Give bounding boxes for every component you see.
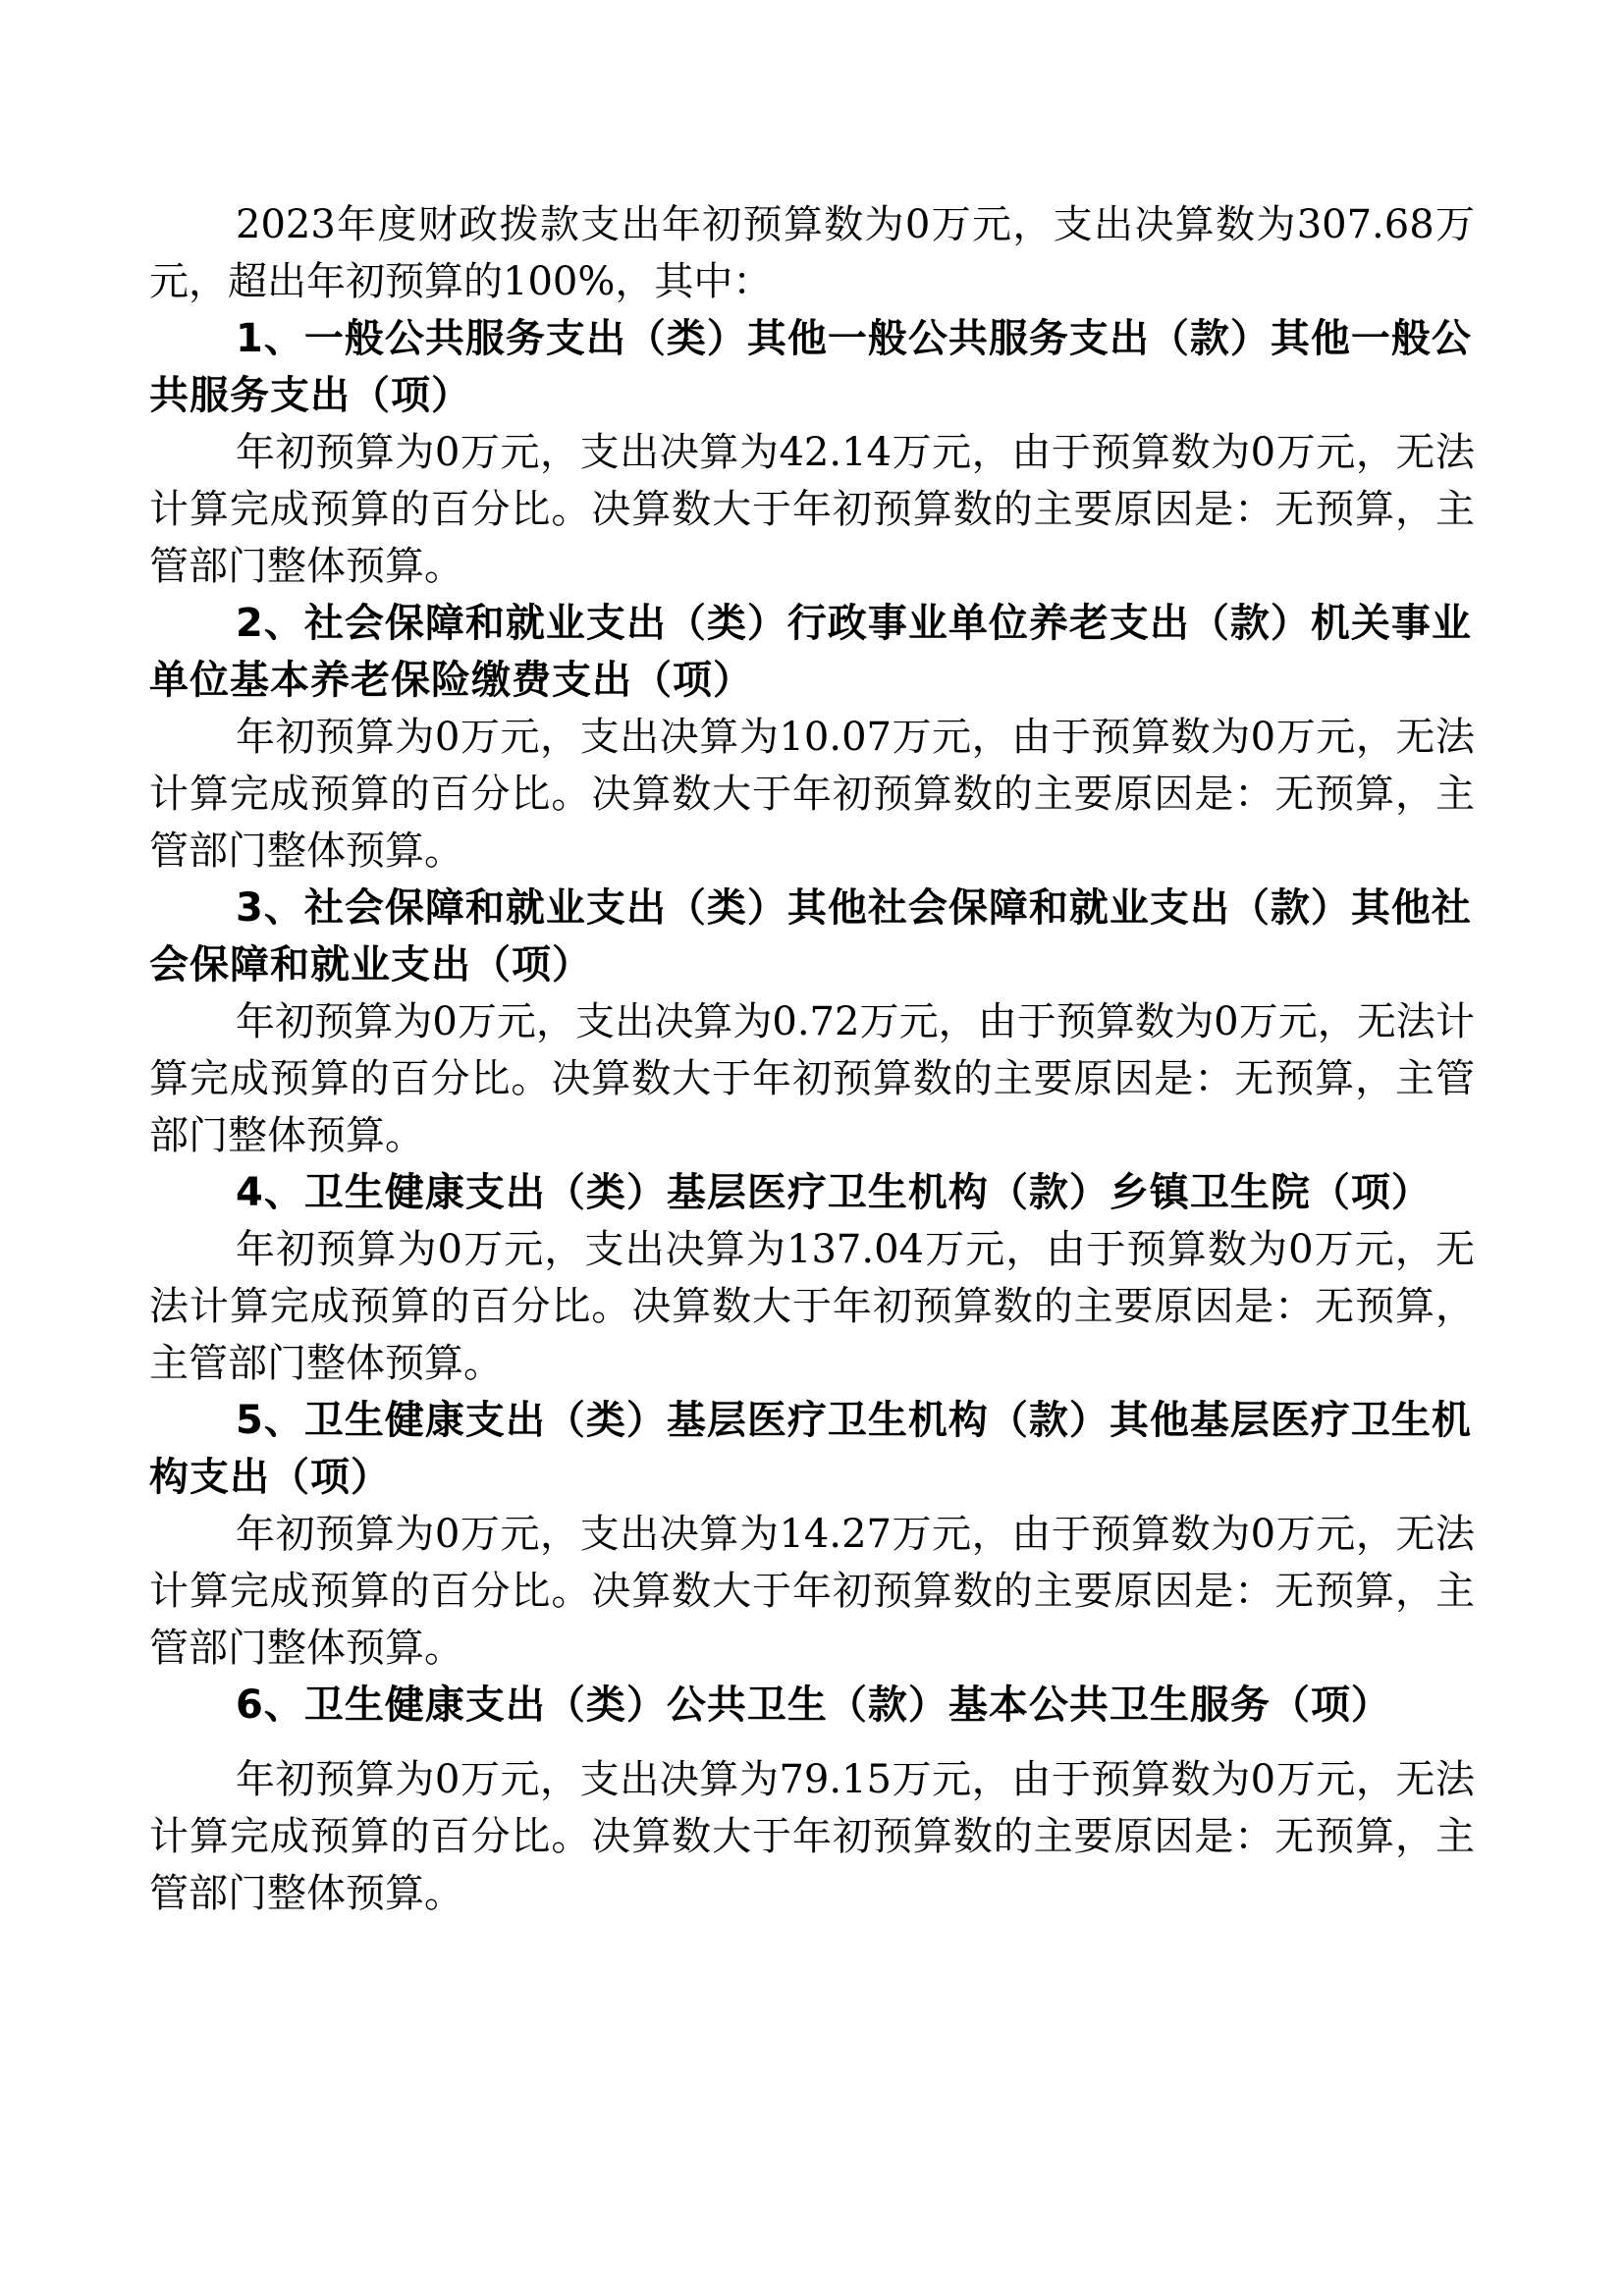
item-2-body: 年初预算为0万元，支出决算为10.07万元，由于预算数为0万元，无法计算完成预算的百分比。决算数大于年初预算数的主要原因是：无预算，主管部门整体预算。 xyxy=(149,715,1475,874)
item-6-body: 年初预算为0万元，支出决算为79.15万元，由于预算数为0万元，无法计算完成预算的百分比。决算数大于年初预算数的主要原因是：无预算，主管部门整体预算。 xyxy=(149,1757,1475,1916)
item-3-heading: 3、社会保障和就业支出（类）其他社会保障和就业支出（款）其他社会保障和就业支出（项） xyxy=(149,885,1472,988)
item-4-heading: 4、卫生健康支出（类）基层医疗卫生机构（款）乡镇卫生院（项） xyxy=(236,1170,1432,1215)
item-2-heading: 2、社会保障和就业支出（类）行政事业单位养老支出（款）机关事业单位基本养老保险缴费支出（项） xyxy=(149,601,1472,703)
item-5-body: 年初预算为0万元，支出决算为14.27万元，由于预算数为0万元，无法计算完成预算的百分比。决算数大于年初预算数的主要原因是：无预算，主管部门整体预算。 xyxy=(149,1512,1475,1671)
item-6-heading: 6、卫生健康支出（类）公共卫生（款）基本公共卫生服务（项） xyxy=(236,1682,1391,1728)
item-1-heading: 1、一般公共服务支出（类）其他一般公共服务支出（款）其他一般公共服务支出（项） xyxy=(149,316,1472,418)
item-3-body: 年初预算为0万元，支出决算为0.72万元，由于预算数为0万元，无法计算完成预算的百分比。决算数大于年初预算数的主要原因是：无预算，主管部门整体预算。 xyxy=(149,999,1475,1158)
item-5-heading: 5、卫生健康支出（类）基层医疗卫生机构（款）其他基层医疗卫生机构支出（项） xyxy=(149,1398,1472,1500)
intro-paragraph: 2023年度财政拨款支出年初预算数为0万元，支出决算数为307.68万元，超出年初预算的100%，其中： xyxy=(149,202,1475,304)
item-4-body: 年初预算为0万元，支出决算为137.04万元，由于预算数为0万元，无法计算完成预算的百分比。决算数大于年初预算数的主要原因是：无预算，主管部门整体预算。 xyxy=(149,1227,1475,1386)
document-body xyxy=(149,196,1475,1922)
item-1-body: 年初预算为0万元，支出决算为42.14万元，由于预算数为0万元，无法计算完成预算的百分比。决算数大于年初预算数的主要原因是：无预算，主管部门整体预算。 xyxy=(149,430,1475,589)
